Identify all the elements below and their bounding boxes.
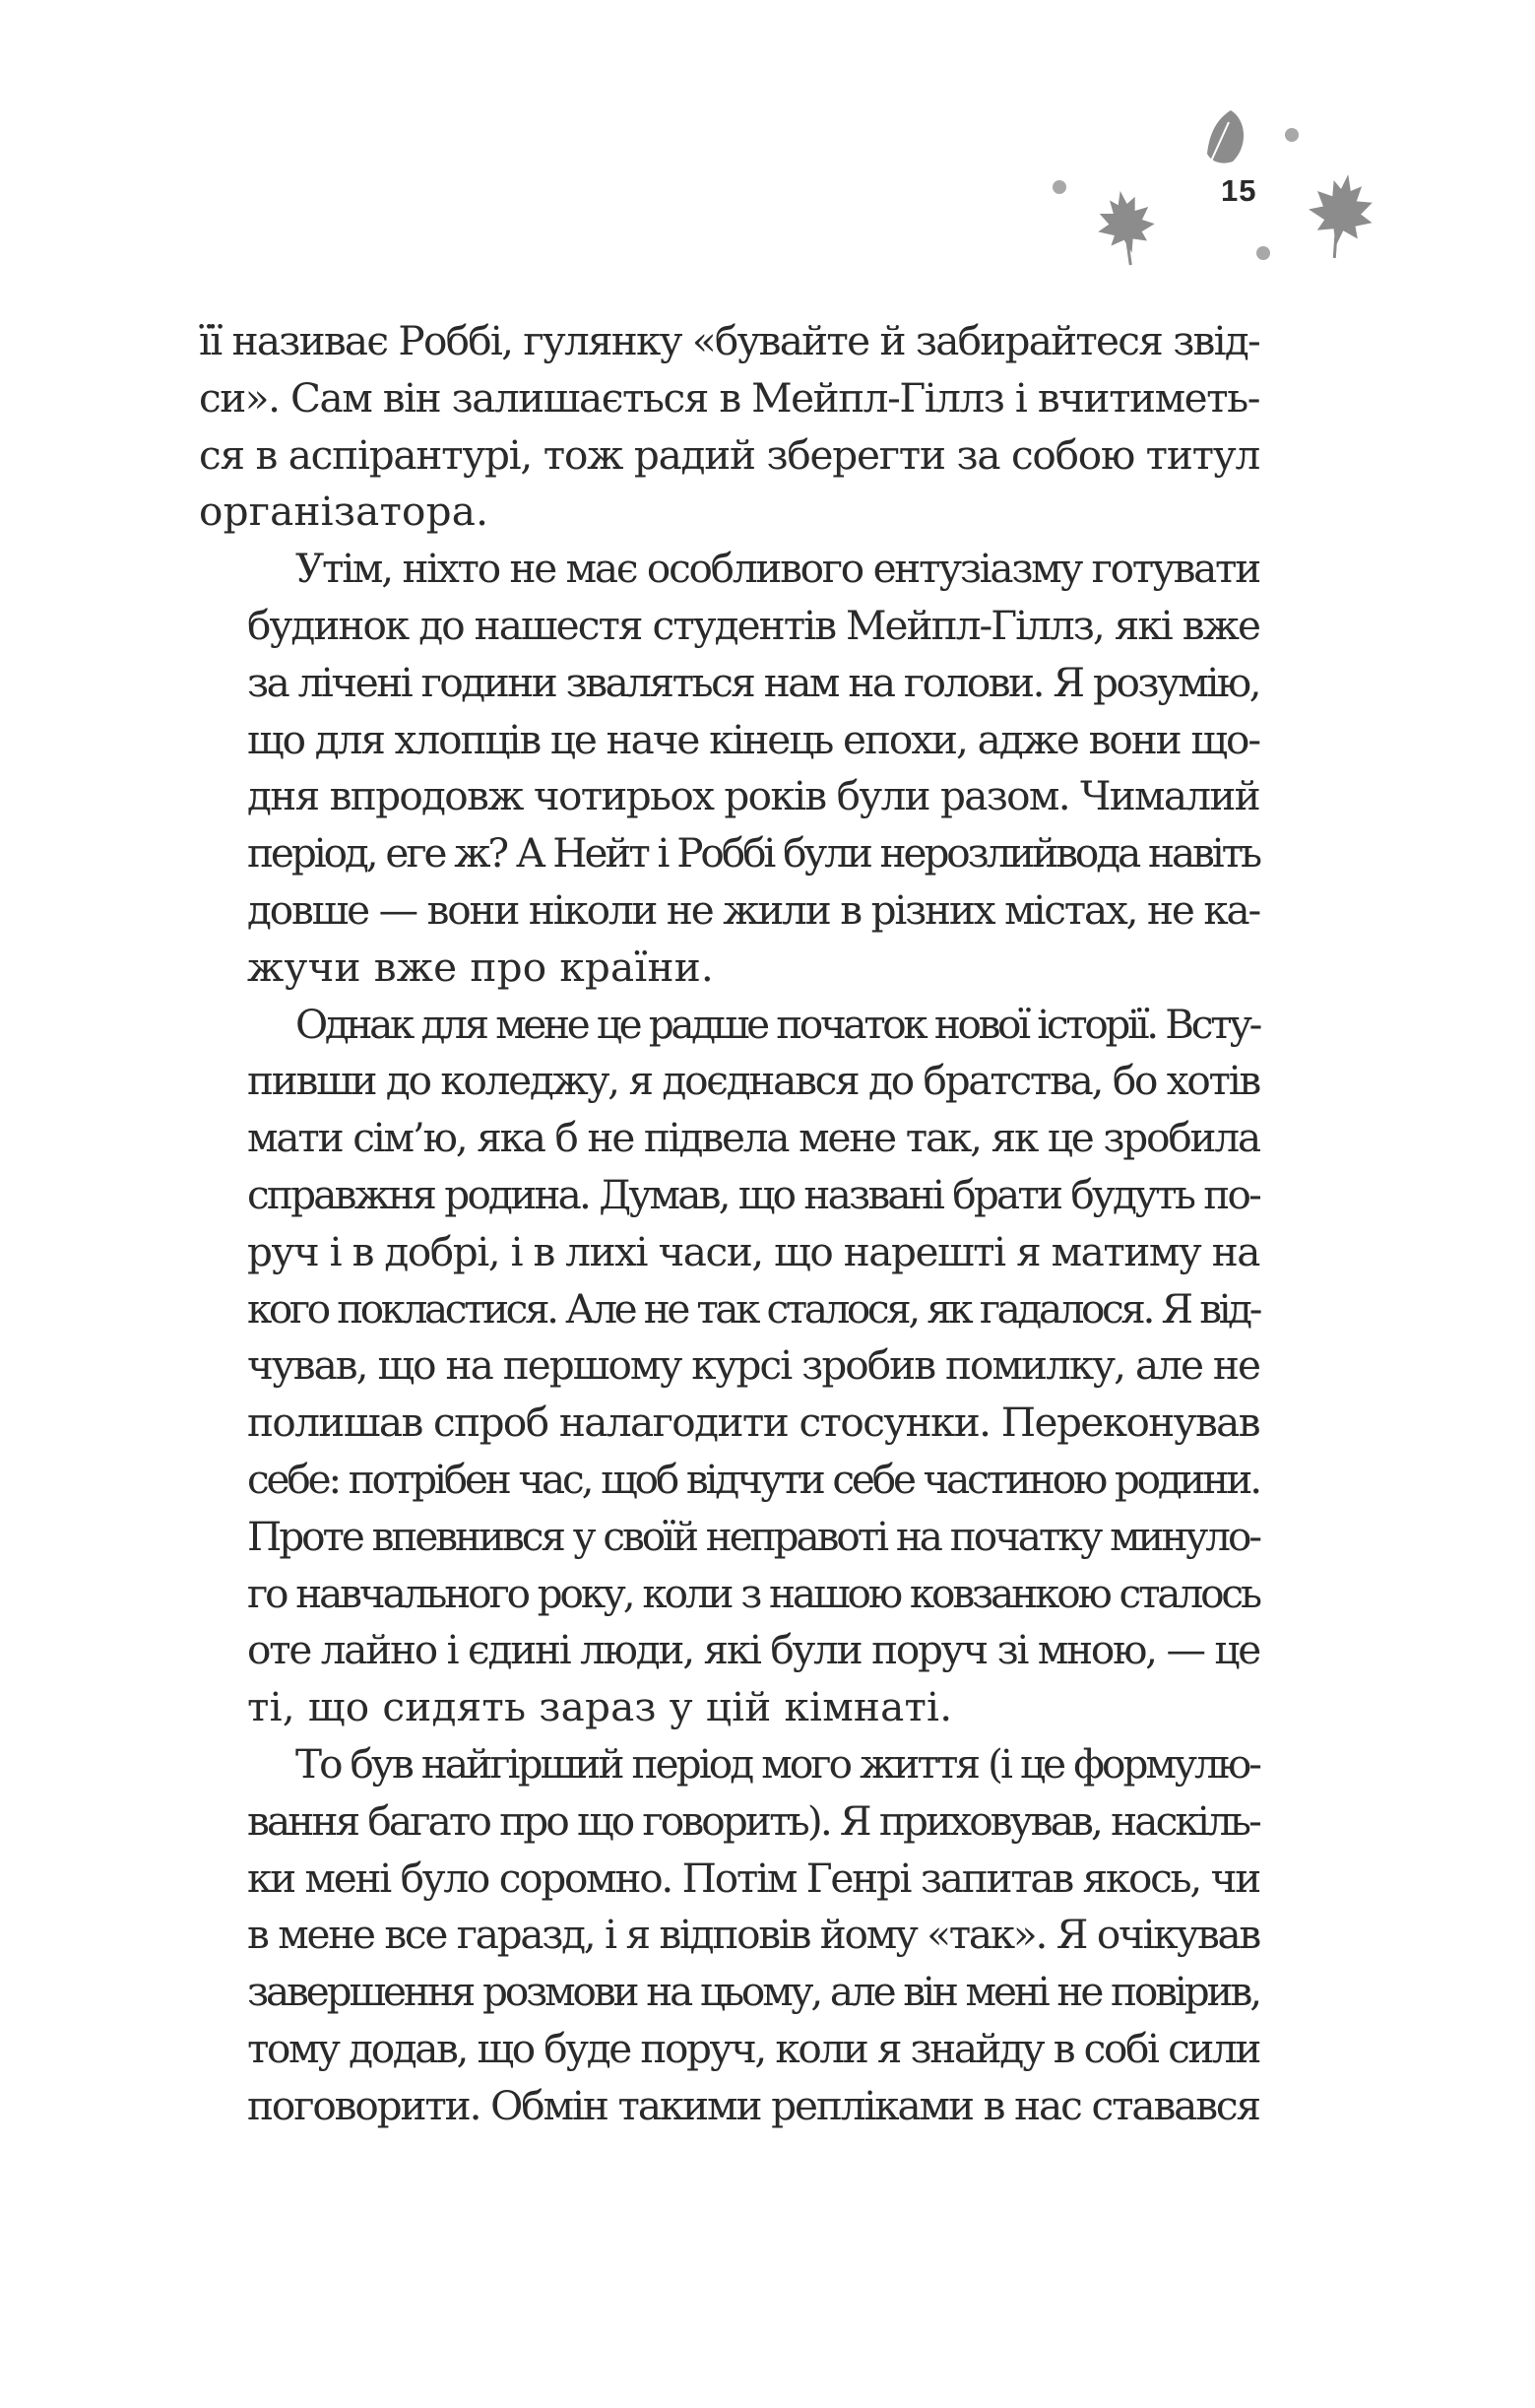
text-line: го навчального року, коли з нашою ковзанкою сталось [247, 1569, 1259, 1617]
dot-icon [1285, 128, 1299, 142]
text-line: в мене все гаразд, і я відповів йому «так». Я очікував [247, 1911, 1259, 1959]
text-line: чував, що на першому курсі зробив помилку, але не [247, 1341, 1259, 1390]
page-number: 15 [1221, 173, 1257, 208]
text-line: полишав спроб налагодити стосунки. Переконував [247, 1399, 1259, 1447]
paragraph [199, 313, 1259, 541]
text-line: пивши до коледжу, я доєднався до братства, бо хотів [247, 1057, 1259, 1105]
maple-leaf-icon [1300, 167, 1380, 264]
text-line: довше — вони ніколи не жили в різних містах, не ка- [247, 885, 1259, 934]
dot-icon [1053, 180, 1066, 194]
maple-leaf-icon [1093, 187, 1160, 269]
text-line: завершення розмови на цьому, але він мені не повірив, [247, 1968, 1259, 2016]
paragraph [199, 1736, 1259, 2135]
text-line: за лічені години зваляться нам на голови. Я розумію, [247, 658, 1259, 706]
text-line: ки мені було соромно. Потім Генрі запитав якось, чи [247, 1854, 1259, 1902]
text-line: дня впродовж чотирьох років були разом. Чималий [247, 772, 1259, 820]
text-line: вання багато про що говорить). Я приховував, наскіль- [247, 1796, 1259, 1845]
text-line: що для хлопців це наче кінець епохи, адже вони що- [247, 715, 1259, 763]
text-line: організатора. [199, 488, 489, 536]
text-line: руч і в добрі, і в лихі часи, що нарешті я матиму на [247, 1227, 1259, 1275]
dot-icon [1256, 246, 1270, 260]
text-line: ті, що сидять зараз у цій кімнаті. [247, 1683, 953, 1731]
leaf-icon [1207, 110, 1244, 165]
text-line: То був найгірший період мого життя (і це формулю- [295, 1739, 1259, 1788]
paragraph [199, 541, 1259, 996]
text-line: кого покластися. Але не так сталося, як гадалося. Я від- [247, 1284, 1259, 1333]
text-line: Однак для мене це радше початок нової історії. Всту- [295, 1000, 1259, 1048]
text-line: її називає Роббі, гулянку «бувайте й забирайтеся звід- [199, 317, 1259, 364]
body-text [199, 313, 1259, 2135]
text-line: ся в аспірантурі, тож радий зберегти за собою титул [199, 430, 1259, 479]
paragraph [199, 997, 1259, 1736]
text-line: Проте впевнився у своїй неправоті на початку минуло- [247, 1512, 1259, 1560]
text-line: себе: потрібен час, щоб відчути себе частиною родини. [247, 1455, 1259, 1503]
text-line: Утім, ніхто не має особливого ентузіазму готувати [295, 545, 1259, 593]
text-line: поговорити. Обмін такими репліками в нас ставався [247, 2081, 1259, 2129]
text-line: справжня родина. Думав, що названі брати будуть по- [247, 1170, 1259, 1218]
text-line: си». Сам він залишається в Мейпл-Гіллз і вчитиметь- [199, 373, 1259, 422]
text-line: період, еге ж? А Нейт і Роббі були нерозлийвода навіть [247, 829, 1259, 878]
text-line: тому додав, що буде поруч, коли я знайду в собі сили [247, 2024, 1259, 2072]
text-line: мати сім’ю, яка б не підвела мене так, як це зробила [247, 1114, 1259, 1162]
text-line: будинок до нашестя студентів Мейпл-Гіллз, які вже [247, 601, 1259, 649]
text-line: жучи вже про країни. [247, 943, 715, 991]
text-line: оте лайно і єдині люди, які були поруч зі мною, — це [247, 1626, 1259, 1674]
